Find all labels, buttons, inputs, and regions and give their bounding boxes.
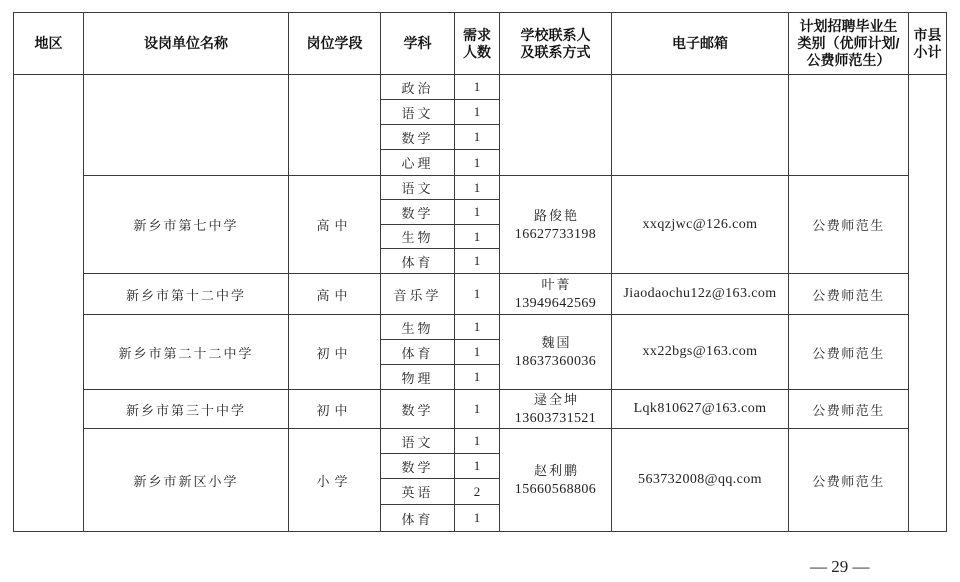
stage-cell: 高中	[289, 176, 381, 274]
header-region: 地区	[14, 13, 84, 75]
count-cell: 1	[455, 315, 500, 340]
header-subtotal: 市县 小计	[909, 13, 947, 75]
header-row	[14, 13, 947, 75]
subject-cell: 数学	[381, 454, 455, 479]
unit-name-cell: 新乡市第二十二中学	[84, 315, 289, 390]
subject-cell: 心理	[381, 150, 455, 176]
subject-cell: 生物	[381, 315, 455, 340]
count-cell: 1	[455, 429, 500, 454]
count-cell: 1	[455, 249, 500, 274]
category-cell	[789, 75, 909, 176]
subject-cell: 语文	[381, 176, 455, 200]
unit-name-cell: 新乡市第十二中学	[84, 274, 289, 315]
subject-cell: 数学	[381, 125, 455, 150]
table-row	[14, 429, 947, 454]
subject-cell: 生物	[381, 225, 455, 249]
subject-cell: 物理	[381, 365, 455, 390]
header-count: 需求 人数	[455, 13, 500, 75]
header-contact: 学校联系人 及联系方式	[500, 13, 612, 75]
count-cell: 1	[455, 505, 500, 532]
contact-cell	[500, 315, 612, 390]
table-row	[14, 75, 947, 100]
email-cell: 563732008@qq.com	[612, 429, 789, 532]
unit-name-cell	[84, 75, 289, 176]
subject-cell: 语文	[381, 429, 455, 454]
contact-phone: 18637360036	[514, 354, 597, 369]
contact-name: 路俊艳	[533, 207, 579, 223]
table-row	[14, 274, 947, 315]
contact-cell	[500, 75, 612, 176]
subject-cell: 数学	[381, 200, 455, 225]
stage-cell: 初中	[289, 315, 381, 390]
stage-cell: 初中	[289, 390, 381, 429]
unit-name-cell: 新乡市第七中学	[84, 176, 289, 274]
header-category: 计划招聘毕业生 类别（优师计划/ 公费师范生）	[789, 13, 909, 75]
count-cell: 1	[455, 274, 500, 315]
count-cell: 1	[455, 225, 500, 249]
email-cell: xxqzjwc@126.com	[612, 176, 789, 274]
subject-cell: 政治	[381, 75, 455, 100]
stage-cell: 小学	[289, 429, 381, 532]
page-number: — 29 —	[810, 557, 870, 576]
email-cell	[612, 75, 789, 176]
count-cell: 1	[455, 200, 500, 225]
contact-name: 赵利鹏	[533, 463, 579, 478]
subject-cell: 体育	[381, 505, 455, 532]
stage-cell: 高中	[289, 274, 381, 315]
count-cell: 1	[455, 150, 500, 176]
subject-cell: 语文	[381, 100, 455, 125]
count-cell: 1	[455, 454, 500, 479]
subject-cell: 数学	[381, 390, 455, 429]
contact-name: 叶菁	[541, 277, 572, 292]
count-cell: 1	[455, 365, 500, 390]
count-cell: 1	[455, 176, 500, 200]
count-cell: 1	[455, 390, 500, 429]
table-row	[14, 390, 947, 429]
category-cell: 公费师范生	[789, 176, 909, 274]
region-cell	[14, 75, 84, 532]
contact-cell	[500, 176, 612, 274]
email-cell: Lqk810627@163.com	[612, 390, 789, 429]
email-cell: Jiaodaochu12z@163.com	[612, 274, 789, 315]
subject-cell: 音乐学	[381, 274, 455, 315]
count-cell: 1	[455, 340, 500, 365]
count-cell: 1	[455, 125, 500, 150]
category-cell: 公费师范生	[789, 274, 909, 315]
table-row	[14, 315, 947, 340]
contact-cell	[500, 429, 612, 532]
unit-name-cell: 新乡市新区小学	[84, 429, 289, 532]
count-cell: 1	[455, 100, 500, 125]
subject-cell: 英语	[381, 479, 455, 505]
count-cell: 2	[455, 479, 500, 505]
contact-phone: 13949642569	[514, 296, 597, 311]
subject-cell: 体育	[381, 340, 455, 365]
category-cell: 公费师范生	[789, 315, 909, 390]
subject-cell: 体育	[381, 249, 455, 274]
contact-cell	[500, 274, 612, 315]
stage-cell	[289, 75, 381, 176]
header-subject: 学科	[381, 13, 455, 75]
contact-cell	[500, 390, 612, 429]
header-email: 电子邮箱	[612, 13, 789, 75]
count-cell: 1	[455, 75, 500, 100]
contact-phone: 16627733198	[514, 226, 597, 242]
contact-name: 魏国	[541, 335, 572, 350]
header-unit-name: 设岗单位名称	[84, 13, 289, 75]
unit-name-cell: 新乡市第三十中学	[84, 390, 289, 429]
header-stage: 岗位学段	[289, 13, 381, 75]
category-cell: 公费师范生	[789, 429, 909, 532]
contact-phone: 15660568806	[514, 482, 597, 497]
table-row	[14, 176, 947, 200]
recruitment-table	[13, 12, 947, 532]
subtotal-cell	[909, 75, 947, 532]
contact-phone: 13603731521	[514, 411, 597, 426]
email-cell: xx22bgs@163.com	[612, 315, 789, 390]
category-cell: 公费师范生	[789, 390, 909, 429]
contact-name: 逯全坤	[533, 392, 579, 407]
